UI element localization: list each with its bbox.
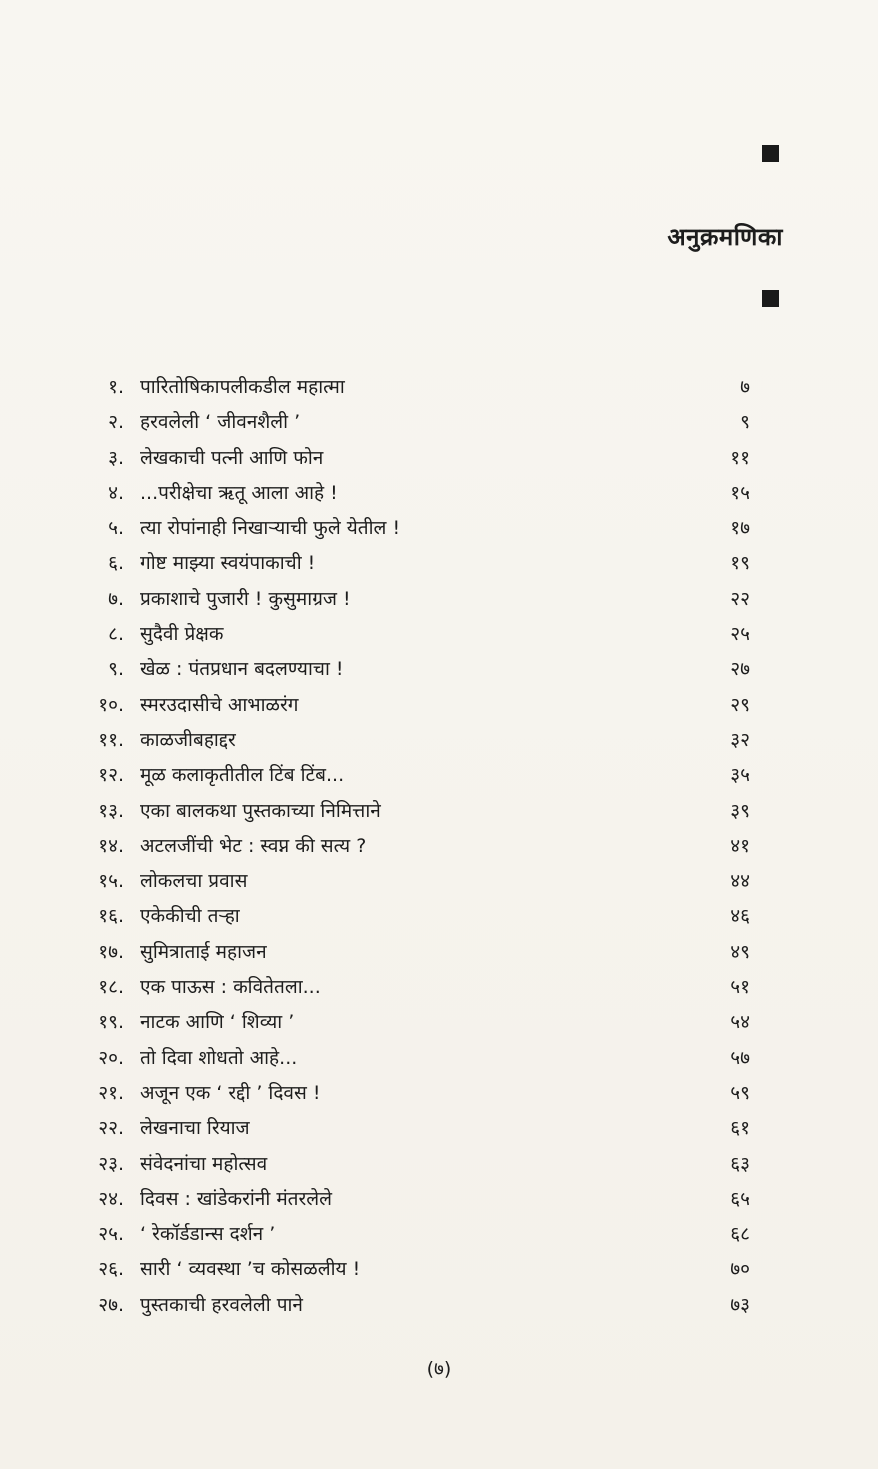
- toc-page-number: १९: [730, 552, 750, 575]
- toc-number: १७.: [98, 940, 124, 963]
- toc-title: हरवलेली ‘ जीवनशैली ’: [140, 411, 301, 434]
- toc-row: [0, 546, 878, 581]
- toc-page-number: ६३: [730, 1152, 750, 1175]
- toc-title: तो दिवा शोधतो आहे...: [140, 1046, 298, 1069]
- toc-page-number: ४४: [730, 870, 750, 893]
- toc-page-number: ७: [740, 376, 750, 398]
- toc-page-number: ६८: [730, 1223, 750, 1246]
- toc-page-number: २९: [730, 693, 750, 716]
- toc-row: [0, 1147, 878, 1182]
- toc-page-number: ७३: [730, 1293, 750, 1316]
- toc-page-number: ४१: [730, 834, 750, 857]
- toc-title: खेळ : पंतप्रधान बदलण्याचा !: [140, 658, 344, 681]
- toc-number: २५.: [98, 1223, 124, 1246]
- toc-title: संवेदनांचा महोत्सव: [140, 1152, 268, 1175]
- toc-number: ८.: [108, 623, 124, 646]
- toc-number: २७.: [98, 1293, 124, 1316]
- toc-number: २३.: [98, 1152, 124, 1175]
- toc-row: [0, 1252, 878, 1287]
- toc-number: २४.: [98, 1187, 124, 1210]
- toc-row: [0, 829, 878, 864]
- toc-page-number: ५९: [730, 1081, 750, 1104]
- toc-number: ३.: [108, 446, 124, 469]
- toc-row: [0, 405, 878, 440]
- toc-number: १५.: [98, 870, 124, 893]
- table-of-contents: [0, 370, 878, 1323]
- toc-title: लेखनाचा रियाज: [140, 1117, 250, 1140]
- toc-title: दिवस : खांडेकरांनी मंतरलेले: [140, 1187, 333, 1210]
- toc-page-number: ४६: [730, 905, 750, 928]
- toc-number: २०.: [98, 1046, 124, 1069]
- toc-page-number: ४९: [730, 940, 750, 963]
- toc-title: लेखकाची पत्नी आणि फोन: [140, 446, 324, 469]
- toc-number: १.: [108, 376, 124, 398]
- toc-title: त्या रोपांनाही निखाऱ्याची फुले येतील !: [140, 517, 401, 540]
- toc-page-number: ९: [740, 411, 750, 434]
- toc-row: [0, 1005, 878, 1040]
- page-number: (७): [426, 1358, 452, 1380]
- toc-row: [0, 688, 878, 723]
- toc-number: २.: [108, 411, 124, 434]
- toc-page-number: ५७: [730, 1046, 750, 1069]
- square-ornament-top: [762, 145, 779, 162]
- toc-title: स्मरउदासीचे आभाळरंग: [140, 693, 299, 716]
- toc-row: [0, 1182, 878, 1217]
- toc-title: काळजीबहाद्दर: [140, 728, 236, 751]
- toc-number: १९.: [98, 1011, 124, 1034]
- toc-row: [0, 899, 878, 934]
- toc-number: १८.: [98, 976, 124, 999]
- toc-title: नाटक आणि ‘ शिव्या ’: [140, 1011, 295, 1034]
- toc-number: ७.: [108, 587, 124, 610]
- toc-row: [0, 582, 878, 617]
- toc-page-number: ३२: [730, 728, 750, 751]
- toc-title: अटलजींची भेट : स्वप्न की सत्य ?: [140, 834, 367, 857]
- toc-title: सुदैवी प्रेक्षक: [140, 623, 224, 646]
- toc-number: १६.: [98, 905, 124, 928]
- toc-page-number: ६५: [730, 1187, 750, 1210]
- toc-row: [0, 1217, 878, 1252]
- toc-page-number: २२: [730, 587, 750, 610]
- toc-title: सुमित्राताई महाजन: [140, 940, 267, 963]
- toc-number: २६.: [98, 1258, 124, 1281]
- toc-page-number: १७: [730, 517, 750, 540]
- toc-title: सारी ‘ व्यवस्था ’च कोसळलीय !: [140, 1258, 361, 1281]
- toc-number: ११.: [98, 728, 124, 751]
- toc-title: पुस्तकाची हरवलेली पाने: [140, 1293, 303, 1316]
- toc-row: [0, 723, 878, 758]
- toc-row: [0, 758, 878, 793]
- square-ornament-bottom: [762, 290, 779, 307]
- toc-row: [0, 1288, 878, 1323]
- toc-title: लोकलचा प्रवास: [140, 870, 248, 893]
- toc-page-number: ७०: [730, 1258, 750, 1281]
- toc-page-number: ३५: [730, 764, 750, 787]
- toc-row: [0, 511, 878, 546]
- toc-row: [0, 794, 878, 829]
- toc-number: २१.: [98, 1081, 124, 1104]
- toc-page-number: २५: [730, 623, 750, 646]
- toc-page-number: ५१: [730, 976, 750, 999]
- toc-page-number: ६१: [730, 1117, 750, 1140]
- toc-row: [0, 441, 878, 476]
- toc-number: १२.: [98, 764, 124, 787]
- toc-page-number: २७: [730, 658, 750, 681]
- toc-number: ५.: [108, 517, 124, 540]
- toc-title: एकेकीची तऱ्हा: [140, 905, 240, 928]
- toc-row: [0, 970, 878, 1005]
- toc-title: मूळ कलाकृतीतील टिंब टिंब...: [140, 764, 345, 787]
- page-title: अनुक्रमणिका: [667, 223, 783, 251]
- toc-row: [0, 1041, 878, 1076]
- toc-row: [0, 617, 878, 652]
- toc-page-number: १५: [730, 481, 750, 504]
- toc-title: ...परीक्षेचा ऋतू आला आहे !: [140, 481, 338, 504]
- toc-row: [0, 1111, 878, 1146]
- toc-title: प्रकाशाचे पुजारी ! कुसुमाग्रज !: [140, 587, 351, 610]
- toc-row: [0, 652, 878, 687]
- toc-row: [0, 370, 878, 405]
- toc-number: ४.: [108, 481, 124, 504]
- toc-title: ‘ रेकॉर्डडान्स दर्शन ’: [140, 1223, 276, 1246]
- toc-number: १०.: [98, 693, 124, 716]
- toc-page-number: ३९: [730, 799, 750, 822]
- toc-title: एका बालकथा पुस्तकाच्या निमित्ताने: [140, 799, 381, 822]
- toc-page-number: ५४: [730, 1011, 750, 1034]
- toc-row: [0, 935, 878, 970]
- toc-row: [0, 476, 878, 511]
- toc-number: २२.: [98, 1117, 124, 1140]
- toc-number: ६.: [108, 552, 124, 575]
- toc-title: गोष्ट माझ्या स्वयंपाकाची !: [140, 552, 316, 575]
- toc-title: पारितोषिकापलीकडील महात्मा: [140, 376, 345, 398]
- toc-number: १४.: [98, 834, 124, 857]
- toc-page-number: ११: [730, 446, 750, 469]
- toc-title: अजून एक ‘ रद्दी ’ दिवस !: [140, 1081, 321, 1104]
- toc-row: [0, 1076, 878, 1111]
- toc-row: [0, 864, 878, 899]
- toc-number: ९.: [108, 658, 124, 681]
- toc-title: एक पाऊस : कवितेतला...: [140, 976, 321, 999]
- toc-number: १३.: [98, 799, 124, 822]
